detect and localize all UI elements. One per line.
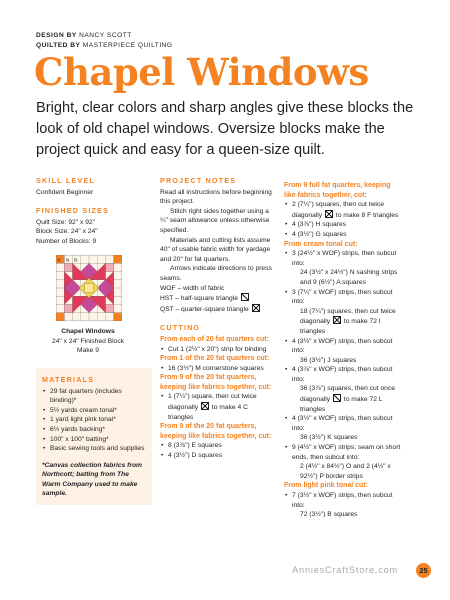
- hst-text: HST – half-square triangle: [160, 295, 238, 303]
- materials-item: • 6½ yards backing*: [42, 425, 146, 435]
- designer-name: NANCY SCOTT: [79, 32, 132, 39]
- diagram-label-b: B: [74, 258, 78, 264]
- page-number: 25: [416, 563, 431, 578]
- cutting-item-text: to make 8 F triangles: [335, 211, 399, 219]
- diagram-label-n: N: [65, 258, 70, 264]
- number-of-blocks: Number of Blocks: 9: [36, 237, 97, 245]
- project-notes-heading: PROJECT NOTES: [160, 176, 237, 185]
- skill-value: Confident Beginner: [36, 188, 94, 196]
- footer-website: AnniesCraftStore.com: [292, 565, 398, 575]
- column-right: [284, 181, 404, 520]
- cutting-item: • 4 (3½" x WOF) strips, then subcut into:: [284, 414, 404, 433]
- cutting-subheading: From 9 of the 20 fat quarters, keeping like fabrics together, cut:: [160, 423, 272, 440]
- cutting-subheading: From each of 20 fat quarters cut:: [160, 335, 269, 343]
- cutting-item: • 8 (3⅞") E squares: [160, 441, 272, 451]
- quilt-role: QUILTED BY: [36, 42, 81, 49]
- column-middle: [160, 176, 272, 461]
- cutting-subitem: 24 (3½" x 24½") N sashing strips and 9 (6½") A squares: [300, 269, 398, 286]
- cutting-item: • 4 (3⅞") H squares: [284, 220, 404, 230]
- materials-item: • 5½ yards cream tonal*: [42, 406, 146, 416]
- cutting-item: • 7 (3½" x WOF) strips, then subcut into:: [284, 491, 404, 510]
- cutting-subitem: 36 (3½") K squares: [300, 434, 358, 442]
- quilt-size: Quilt Size: 92" x 92": [36, 218, 96, 226]
- qst-text: QST – quarter-square triangle: [160, 305, 249, 313]
- cutting-subheading: From 9 full fat quarters, keeping like fabrics together, cut:: [284, 182, 391, 199]
- wof-definition: WOF – width of fabric: [160, 284, 225, 292]
- cutting-item: • 3 (7¼" x WOF) strips, then subcut into:: [284, 288, 404, 307]
- diagram-label-k: K: [57, 258, 61, 264]
- qst-icon: [201, 402, 209, 410]
- sizes-heading: FINISHED SIZES: [36, 206, 110, 216]
- design-role: DESIGN BY: [36, 32, 77, 39]
- block-name: Chapel Windows: [61, 328, 115, 336]
- block-size: Block Size: 24" x 24": [36, 228, 98, 236]
- cutting-item-text: 1 (7¼") square, then cut twice diagonally: [168, 393, 257, 412]
- cutting-item: • 4 (3½") G squares: [284, 230, 404, 240]
- notes-paragraph: Stitch right sides together using a ¼" seam allowance unless otherwise specified.: [160, 207, 270, 234]
- cutting-item: • 9 (4½" x WOF) strips; seam on short ends, then subcut into:: [284, 443, 404, 462]
- design-credit: [36, 31, 173, 41]
- materials-item: • Basic sewing tools and supplies: [42, 444, 146, 454]
- hst-icon: [333, 394, 341, 402]
- cutting-item: • 3 (24½" x WOF) strips, then subcut into:: [284, 249, 404, 268]
- cutting-item-text: to make 72 I triangles: [300, 318, 381, 335]
- cutting-item-text: to make 72 L triangles: [300, 396, 383, 413]
- page-title: Chapel Windows: [34, 50, 369, 94]
- cutting-item: • 4 (3⅞" x WOF) strips, then subcut into:: [284, 365, 404, 384]
- cutting-item: • Cut 1 (2½" x 20") strip for binding: [160, 345, 272, 355]
- block-make: Make 9: [77, 347, 99, 355]
- materials-heading: MATERIALS: [42, 374, 95, 384]
- column-left: [36, 176, 148, 505]
- skill-heading: SKILL LEVEL: [36, 176, 95, 185]
- cutting-item: • 4 (3½" x WOF) strips, then subcut into:: [284, 337, 404, 356]
- cutting-subitem: 2 (4½" x 84½") O and 2 (4½" x 92½") P border strips: [300, 463, 391, 480]
- cutting-item: [284, 200, 404, 220]
- hst-icon: [241, 293, 249, 301]
- cutting-heading: CUTTING: [160, 323, 201, 333]
- materials-item: • 100" x 100" batting*: [42, 435, 146, 445]
- block-caption: 24" x 24" Finished Block: [51, 337, 125, 345]
- qst-definition: [160, 304, 272, 315]
- cutting-item: [160, 392, 272, 422]
- cutting-item-text: 18 (7¼") squares, then cut twice diagonally: [300, 307, 396, 326]
- materials-item: • 29 fat quarters (includes binding)*: [42, 387, 146, 406]
- materials-box: [36, 368, 152, 505]
- diagram-caption: [36, 327, 140, 356]
- cutting-item: • 4 (3½") D squares: [160, 451, 272, 461]
- intro-paragraph: Bright, clear colors and sharp angles give these blocks the look of old chapel windows. Oversize blocks make the project quick and easy for a queen-size quilt.: [36, 100, 414, 158]
- cutting-subheading: From cream tonal cut:: [284, 240, 358, 248]
- materials-item: • 1 yard light pink tonal*: [42, 415, 146, 425]
- cutting-item: • 16 (3½") M cornerstone squares: [160, 364, 272, 374]
- cutting-item-text: 2 (7¼") squares, then cut twice diagonally: [292, 201, 384, 219]
- cutting-subitem: 36 (3½") J squares: [300, 356, 357, 364]
- block-diagram: [56, 255, 122, 321]
- notes-paragraph: Read all instructions before beginning this project.: [160, 188, 272, 206]
- cutting-subitem: [284, 307, 404, 337]
- cutting-subitem: 72 (3½") B squares: [300, 511, 358, 519]
- cutting-subheading: From 1 of the 20 fat quarters cut:: [160, 355, 270, 363]
- qst-icon: [325, 210, 333, 218]
- qst-icon: [333, 316, 341, 324]
- cutting-item-text: 36 (3⅞") squares, then cut once diagonally: [300, 385, 395, 404]
- cutting-subitem: [284, 384, 404, 414]
- notes-paragraph: Arrows indicate directions to press seams.: [160, 265, 272, 282]
- quilter-name: MASTERPIECE QUILTING: [82, 42, 173, 49]
- cutting-item-text: to make 4 C triangles: [168, 404, 248, 421]
- cutting-subheading: From light pink tonal cut:: [284, 482, 368, 490]
- credits: [36, 31, 173, 51]
- materials-note: *Canvas collection fabrics from Northcott; batting from The Warm Company used to make sample.: [42, 461, 142, 498]
- notes-paragraph: Materials and cutting lists assume 40" of usable fabric width for yardage and 20" for fat quarters.: [160, 236, 271, 263]
- qst-icon: [252, 304, 260, 312]
- hst-definition: [160, 293, 272, 304]
- cutting-subheading: From 9 of the 20 fat quarters, keeping like fabrics together, cut:: [160, 374, 272, 391]
